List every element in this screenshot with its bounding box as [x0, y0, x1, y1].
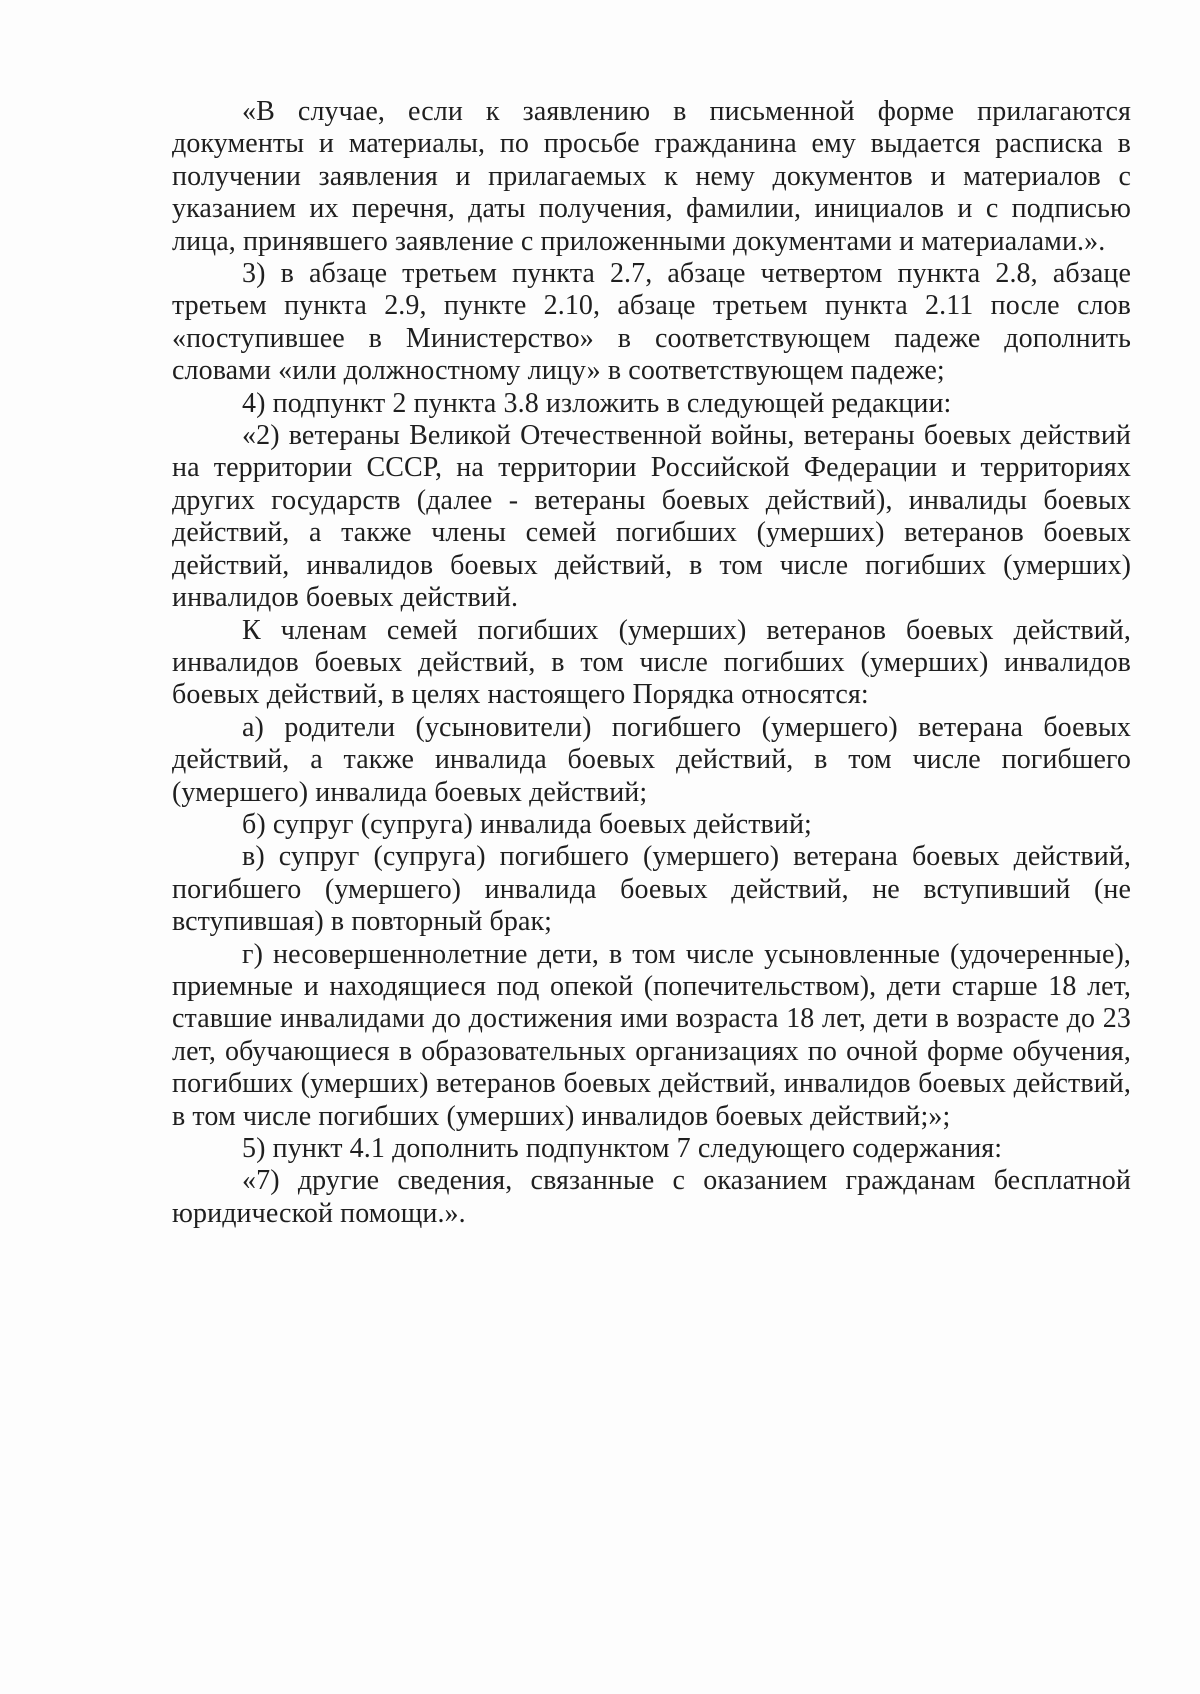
- paragraph-subitem-v: в) супруг (супруга) погибшего (умершего) ветерана боевых действий, погибшего (умершего) инвалида боевых действий, не вступивший (не вступившая) в повторный брак;: [172, 841, 1131, 938]
- paragraph-subitem-g: г) несовершеннолетние дети, в том числе усыновленные (удочеренные), приемные и находящиеся под опекой (попечительством), дети старше 18 лет, ставшие инвалидами до достижения ими возраста 18 лет, дети в возрасте до 23 лет, обучающиеся в образовательных организациях по очной форме обучения, погибших (умерших) ветеранов боевых действий, инвалидов боевых действий, в том числе погибших (умерших) инвалидов боевых действий;»;: [172, 938, 1131, 1132]
- paragraph-item-4: 4) подпункт 2 пункта 3.8 изложить в следующей редакции:: [242, 387, 952, 419]
- paragraph-subitem-a: а) родители (усыновители) погибшего (умершего) ветерана боевых действий, а также инвалида боевых действий, в том числе погибшего (умершего) инвалида боевых действий;: [172, 711, 1131, 808]
- paragraph-subitem-7: «7) другие сведения, связанные с оказанием гражданам бесплатной юридической помощи.».: [172, 1165, 1131, 1229]
- paragraph-item-3: 3) в абзаце третьем пункта 2.7, абзаце четвертом пункта 2.8, абзаце третьем пункта 2.9, пункте 2.10, абзаце третьем пункта 2.11 после слов «поступившее в Министерство» в соответствующем падеже дополнить словами «или должностному лицу» в соответствующем падеже;: [172, 258, 1131, 387]
- paragraph-subitem-b: б) супруг (супруга) инвалида боевых действий;: [242, 808, 812, 840]
- paragraph-item-5: 5) пункт 4.1 дополнить подпунктом 7 следующего содержания:: [242, 1133, 1003, 1164]
- document-body: [172, 96, 1131, 1230]
- paragraph-receipt: «В случае, если к заявлению в письменной форме прилагаются документы и материалы, по просьбе гражданина ему выдается расписка в получении заявления и прилагаемых к нему документов и материалов с указанием их перечня, даты получения, фамилии, инициалов и с подписью лица, принявшего заявление с приложенными документами и материалами.».: [172, 96, 1131, 257]
- paragraph-subitem-2-veterans: «2) ветераны Великой Отечественной войны, ветераны боевых действий на территории СССР, на территории Российской Федерации и территориях других государств (далее - ветераны боевых действий), инвалиды боевых действий, а также члены семей погибших (умерших) ветеранов боевых действий, инвалидов боевых действий, в том числе погибших (умерших) инвалидов боевых действий.: [172, 420, 1131, 614]
- paragraph-family-members: К членам семей погибших (умерших) ветеранов боевых действий, инвалидов боевых действий, в том числе погибших (умерших) инвалидов боевых действий, в целях настоящего Порядка относятся:: [172, 614, 1131, 711]
